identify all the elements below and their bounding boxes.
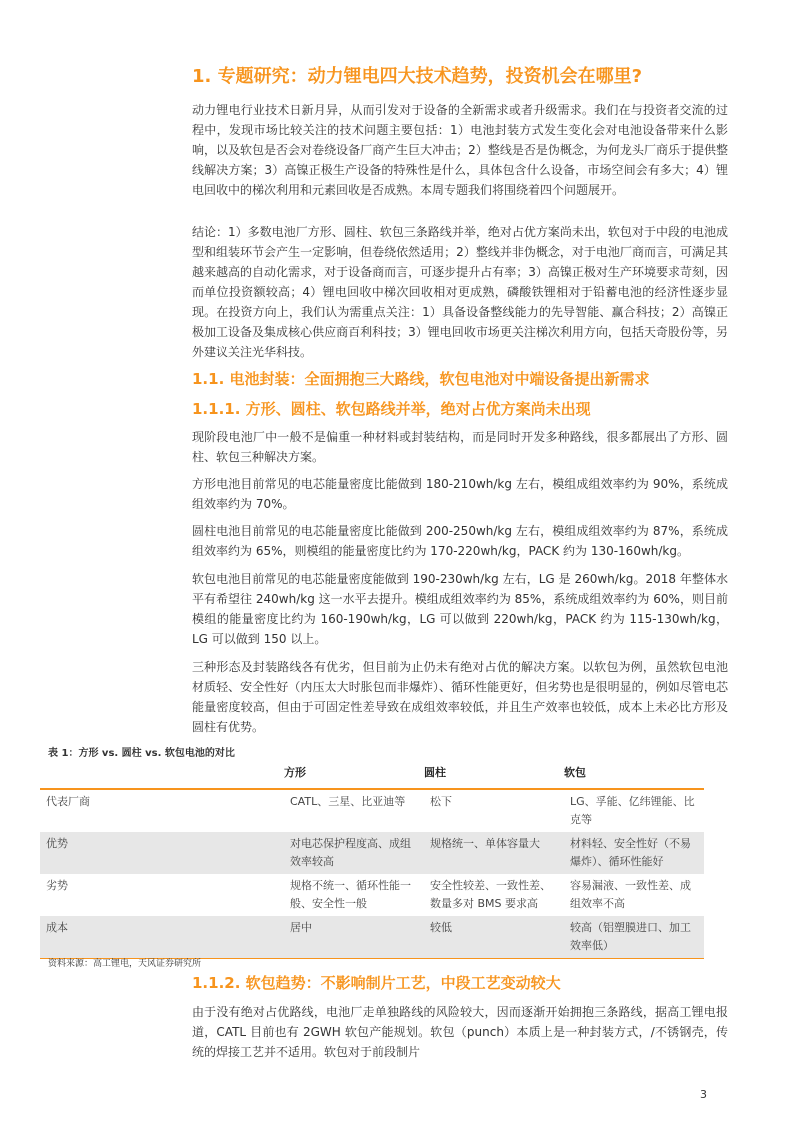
comparison-table bbox=[40, 760, 704, 959]
intro-paragraph: 动力锂电行业技术日新月异，从而引发对于设备的全新需求或者升级需求。我们在与投资者交流的过程中，发现市场比较关注的技术问题主要包括：1）电池封装方式发生变化会对电池设备带来什么影响，以及软包是否会对卷绕设备厂商产生巨大冲击；2）整线是否是伪概念，为何龙头厂商乐于提供整线解决方案；3）高镍正极生产设备的特殊性是什么，具体包含什么设备，市场空间会有多大；4）锂电回收中的梯次利用和元素回收是否成熟。本周专题我们将围绕着四个问题展开。 bbox=[192, 103, 728, 197]
table-header-row bbox=[40, 760, 704, 789]
paragraph-2: 方形电池目前常见的电芯能量密度比能做到 180-210wh/kg 左右，模组成组效率约为 90%，系统成组效率约为 70%。 bbox=[192, 477, 728, 511]
paragraph-4: 软包电池目前常见的电芯能量密度能做到 190-230wh/kg 左右，LG 是 260wh/kg。2018 年整体水平有希望往 240wh/kg 这一水平去提升。模组成组效率约为 85%，系统成组效率约为 60%，则目前模组的能量密度比约为 160-190wh/kg，LG 可以做到 220wh/kg，PACK 约为 115-130wh/kg，LG 可以做到 150 以上。 bbox=[192, 572, 728, 646]
table-row bbox=[40, 916, 704, 959]
conclusion-paragraph: 结论：1）多数电池厂方形、圆柱、软包三条路线并举，绝对占优方案尚未出，软包对于中段的电池成型和组装环节会产生一定影响，但卷绕依然适用；2）整线并非伪概念，对于电池厂商而言，可满足其越来越高的自动化需求，对于设备商而言，可逐步提升占有率；3）高镍正极对生产环境要求苛刻，因而单位投资额较高；4）锂电回收中梯次回收相对更成熟，磷酸铁锂相对于铅蓄电池的经济性逐步显现。在投资方向上，我们认为需重点关注：1）具备设备整线能力的先导智能、赢合科技；2）高镍正极加工设备及集成核心供应商百利科技；3）锂电回收市场更关注梯次利用方向，包括天奇股份等，另外建议关注光华科技。 bbox=[192, 225, 728, 359]
table-cell: LG、孚能、亿纬锂能、比克等 bbox=[570, 795, 695, 826]
subsection-heading: 1.1. 电池封装：全面拥抱三大路线，软包电池对中端设备提出新需求 bbox=[192, 370, 650, 388]
table-cell: 较高（铝塑膜进口、加工效率低） bbox=[564, 916, 704, 959]
table-cell: 居中 bbox=[284, 916, 424, 959]
paragraph-1: 现阶段电池厂中一般不是偏重一种材料或封装结构，而是同时开发多种路线，很多都展出了方形、圆柱、软包三种解决方案。 bbox=[192, 430, 728, 464]
table-cell: 对电芯保护程度高、成组效率较高 bbox=[284, 832, 424, 874]
subsubsection-heading-1: 1.1.1. 方形、圆柱、软包路线并举，绝对占优方案尚未出现 bbox=[192, 400, 591, 418]
table-cell: 松下 bbox=[430, 795, 452, 808]
table-cell: CATL、三星、比亚迪等 bbox=[290, 795, 406, 808]
table-row bbox=[40, 874, 704, 916]
paragraph-3: 圆柱电池目前常见的电芯能量密度比能做到 200-250wh/kg 左右，模组成组效率约为 87%，系统成组效率约为 65%，则模组的能量密度比约为 170-220wh/kg，PACK 约为 130-160wh/kg。 bbox=[192, 524, 728, 558]
table-row bbox=[40, 789, 704, 832]
paragraph-6: 由于没有绝对占优路线，电池厂走单独路线的风险较大，因而逐渐开始拥抱三条路线，据高工锂电报道，CATL 目前也有 2GWH 软包产能规划。软包（punch）本质上是一种封装方式，/不锈钢壳，传统的焊接工艺并不适用。软包对于前段制片 bbox=[192, 1005, 728, 1059]
table-header-cell: 软包 bbox=[564, 760, 704, 789]
table-caption: 表 1：方形 vs. 圆柱 vs. 软包电池的对比 bbox=[48, 748, 235, 759]
table-header-cell: 方形 bbox=[284, 760, 424, 789]
table-header-cell: 圆柱 bbox=[424, 760, 564, 789]
table-cell: 较低 bbox=[424, 916, 564, 959]
table-cell: 容易漏液、一致性差、成组效率不高 bbox=[570, 879, 691, 910]
page-number: 3 bbox=[700, 1088, 707, 1101]
paragraph-5: 三种形态及封装路线各有优劣，但目前为止仍未有绝对占优的解决方案。以软包为例，虽然软包电池材质轻、安全性好（内压太大时胀包而非爆炸）、循环性能更好，但劣势也是很明显的，例如尽管电芯能量密度较高，但由于可固定性差导致在成组效率较低，并且生产效率也较低，成本上未必比方形及圆柱有优势。 bbox=[192, 660, 728, 734]
table-cell: 规格统一、单体容量大 bbox=[424, 832, 564, 874]
subsubsection-heading-2: 1.1.2. 软包趋势：不影响制片工艺，中段工艺变动较大 bbox=[192, 974, 561, 992]
table-cell: 材料轻、安全性好（不易爆炸）、循环性能好 bbox=[564, 832, 704, 874]
table-source: 资料来源：高工锂电，天风证券研究所 bbox=[48, 959, 202, 969]
table-cell: 安全性较差、一致性差、数量多对 BMS 要求高 bbox=[430, 879, 551, 910]
table-cell: 成本 bbox=[40, 916, 284, 959]
table-cell: 优势 bbox=[40, 832, 284, 874]
table-cell: 劣势 bbox=[46, 879, 68, 892]
table-row bbox=[40, 832, 704, 874]
table-cell: 代表厂商 bbox=[46, 795, 90, 808]
table-cell: 规格不统一、循环性能一般、安全性一般 bbox=[290, 879, 411, 910]
section-heading: 1. 专题研究：动力锂电四大技术趋势，投资机会在哪里? bbox=[192, 66, 643, 87]
table-header-cell bbox=[40, 760, 284, 789]
